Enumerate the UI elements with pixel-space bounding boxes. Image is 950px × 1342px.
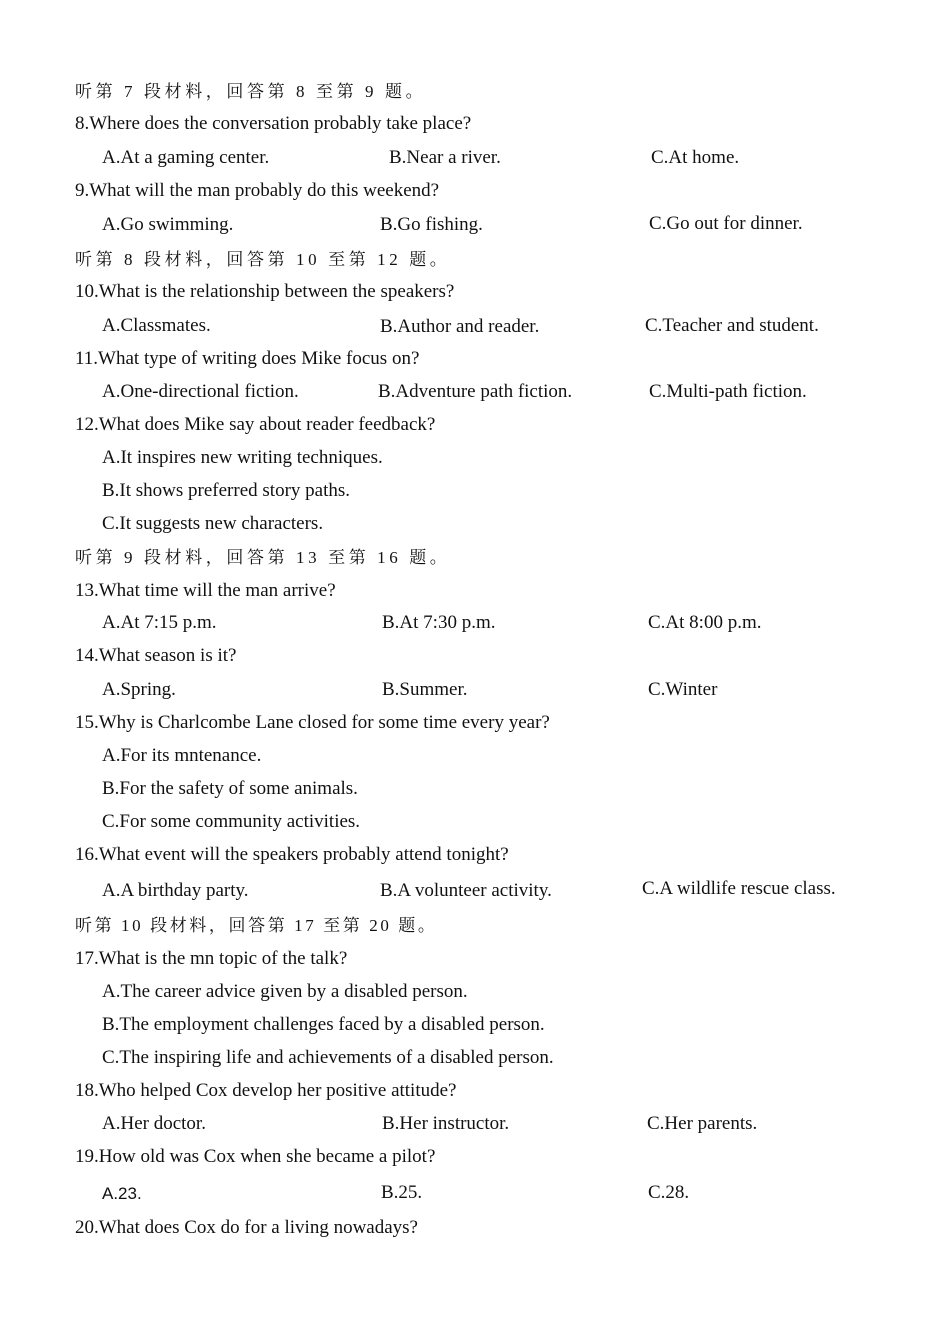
option-c: C.A wildlife rescue class. [642, 878, 836, 899]
option-b: B.For the safety of some animals. [102, 778, 358, 799]
option-b: B.Go fishing. [380, 214, 483, 235]
question-16: 16.What event will the speakers probably attend tonight? [75, 844, 509, 865]
option-b: B.Near a river. [389, 147, 501, 168]
option-b: B.Summer. [382, 679, 468, 700]
question-18: 18.Who helped Cox develop her positive attitude? [75, 1080, 457, 1101]
question-14: 14.What season is it? [75, 645, 237, 666]
question-9: 9.What will the man probably do this weekend? [75, 180, 440, 201]
option-a: A.The career advice given by a disabled person. [102, 981, 468, 1002]
option-c: C.The inspiring life and achievements of a disabled person. [102, 1047, 554, 1068]
option-a: A.23. [102, 1184, 142, 1203]
question-8: 8.Where does the conversation probably take place? [75, 113, 472, 134]
option-a: A.At 7:15 p.m. [102, 612, 217, 633]
option-a: A.Classmates. [102, 315, 211, 336]
option-c: C.Go out for dinner. [649, 213, 803, 234]
question-15: 15.Why is Charlcombe Lane closed for some time every year? [75, 712, 550, 733]
question-20: 20.What does Cox do for a living nowadays? [75, 1217, 418, 1238]
option-a: A.Go swimming. [102, 214, 234, 235]
question-17: 17.What is the mn topic of the talk? [75, 948, 348, 969]
option-c: C.Winter [648, 679, 718, 700]
section-heading: 听第 8 段材料，回答第 10 至第 12 题。 [75, 250, 451, 269]
question-10: 10.What is the relationship between the speakers? [75, 281, 455, 302]
option-b: B.At 7:30 p.m. [382, 612, 496, 633]
question-11: 11.What type of writing does Mike focus on? [75, 348, 420, 369]
option-b: B.25. [381, 1182, 423, 1203]
option-c: C.It suggests new characters. [102, 513, 324, 534]
question-12: 12.What does Mike say about reader feedback? [75, 414, 436, 435]
option-a: A.At a gaming center. [102, 147, 270, 168]
option-b: B.Adventure path fiction. [378, 381, 573, 402]
option-c: C.Teacher and student. [645, 315, 819, 336]
section-heading: 听第 10 段材料，回答第 17 至第 20 题。 [75, 916, 438, 935]
option-c: C.Multi-path fiction. [649, 381, 807, 402]
option-b: B.A volunteer activity. [380, 880, 552, 901]
option-a: A.For its mntenance. [102, 745, 262, 766]
option-c: C.28. [648, 1182, 690, 1203]
option-a: A.A birthday party. [102, 880, 249, 901]
option-c: C.At home. [651, 147, 740, 168]
option-a: A.It inspires new writing techniques. [102, 447, 383, 468]
option-b: B.Her instructor. [382, 1113, 510, 1134]
option-a: A.One-directional fiction. [102, 381, 299, 402]
option-b: B.Author and reader. [380, 316, 540, 337]
option-a: A.Spring. [102, 679, 176, 700]
option-c: C.Her parents. [647, 1113, 758, 1134]
option-c: C.At 8:00 p.m. [648, 612, 762, 633]
section-heading: 听第 7 段材料，回答第 8 至第 9 题。 [75, 82, 427, 101]
option-b: B.The employment challenges faced by a disabled person. [102, 1014, 545, 1035]
option-c: C.For some community activities. [102, 811, 361, 832]
question-19: 19.How old was Cox when she became a pilot? [75, 1146, 436, 1167]
section-heading: 听第 9 段材料，回答第 13 至第 16 题。 [75, 548, 451, 567]
question-13: 13.What time will the man arrive? [75, 580, 336, 601]
option-a: A.Her doctor. [102, 1113, 206, 1134]
option-b: B.It shows preferred story paths. [102, 480, 351, 501]
